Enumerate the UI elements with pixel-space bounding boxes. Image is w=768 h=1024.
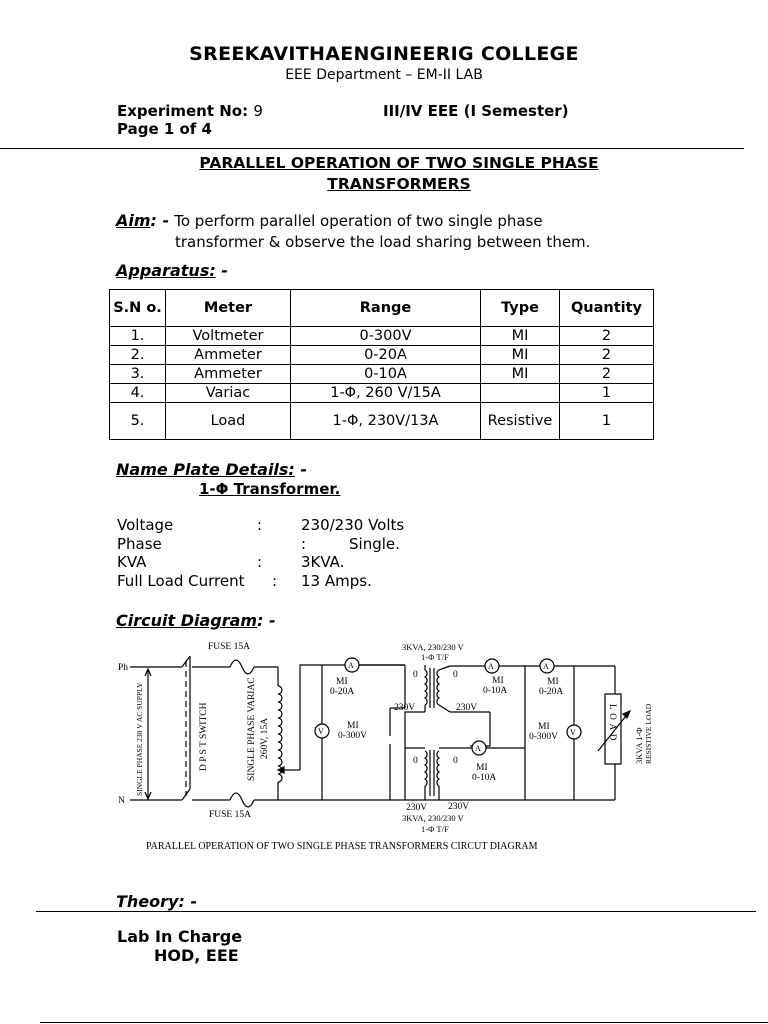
nameplate-item-label: Full Load Current (117, 571, 245, 590)
tf2-secondary-zero: 0 (453, 756, 458, 766)
aim-label: Aim: - (116, 211, 170, 230)
header-meter: Meter (166, 290, 291, 327)
ammeter-4-symbol: A (543, 662, 549, 671)
fuse-bottom (230, 793, 254, 807)
ammeter-2-range: 0-10A (483, 686, 508, 696)
table-row (110, 327, 654, 346)
voltmeter-2-type: MI (538, 722, 550, 732)
cell-sno: 2. (110, 346, 166, 365)
header-sno: S.N o. (110, 290, 166, 327)
ammeter-2-type: MI (492, 676, 504, 686)
hod-signature: HOD, EEE (154, 946, 239, 965)
cell-range: 1-Φ, 230V/13A (291, 403, 481, 440)
voltmeter-1-range: 0-300V (338, 731, 368, 741)
nameplate-item-colon: : (272, 571, 278, 590)
cell-quantity: 2 (560, 327, 654, 346)
phase-label: Ph (118, 663, 129, 673)
voltmeter-2-symbol: V (570, 728, 576, 737)
nameplate-item-colon: : (257, 516, 263, 534)
voltmeter-1-symbol: V (318, 727, 324, 736)
nameplate-item-label: Phase (117, 534, 162, 553)
cell-meter: Voltmeter (166, 327, 291, 346)
ammeter-4-range: 0-20A (539, 687, 564, 697)
ammeter-3-type: MI (476, 763, 488, 773)
transformer-2-secondary (437, 751, 439, 786)
tf2-secondary-voltage: 230V (448, 802, 470, 812)
cell-quantity: 1 (560, 384, 654, 403)
nameplate-item-label: KVA (117, 553, 147, 571)
table-header-row (110, 290, 654, 327)
aim-text-line-1: To perform parallel operation of two single phase (174, 212, 543, 230)
semester: III/IV EEE (I Semester) (383, 102, 569, 120)
cell-sno: 5. (110, 403, 166, 440)
nameplate-list (117, 516, 517, 596)
apparatus-label: Apparatus: - (116, 261, 228, 280)
transformer-1-primary (425, 670, 427, 705)
circuit-diagram (110, 636, 660, 856)
table-row (110, 365, 654, 384)
tf-bottom-rating: 3KVA, 230/230 V (402, 813, 464, 823)
load-label: L O A D (608, 704, 618, 742)
voltmeter-1-type: MI (347, 721, 359, 731)
tf-top-type: 1-Φ T/F (421, 652, 449, 662)
nameplate-item-colon: : (301, 534, 307, 553)
tf1-secondary-voltage: 230V (456, 703, 478, 713)
experiment-value: 9 (253, 102, 263, 120)
cell-sno: 4. (110, 384, 166, 403)
cell-range: 0-20A (291, 346, 481, 365)
variac-coil (278, 686, 282, 782)
nameplate-item-label: Voltage (117, 516, 174, 534)
variac-rating: 260V, 15A (260, 718, 270, 759)
header-quantity: Quantity (560, 290, 654, 327)
ammeter-1-type: MI (336, 677, 348, 687)
experiment-number (117, 102, 263, 120)
load-rating: 3KVA 1-Φ (634, 727, 644, 764)
page-number: Page 1 of 4 (117, 120, 212, 138)
title-line-2: TRANSFORMERS (327, 175, 471, 193)
cell-type: MI (481, 365, 560, 384)
tf1-secondary-zero: 0 (453, 670, 458, 680)
cell-type: MI (481, 346, 560, 365)
header-type: Type (481, 290, 560, 327)
nameplate-item-value: 3KVA. (301, 553, 345, 571)
dpst-label: D P S T SWITCH (199, 702, 209, 771)
nameplate-item-value: 13 Amps. (301, 571, 372, 590)
cell-meter: Variac (166, 384, 291, 403)
tf2-primary-voltage: 230V (406, 803, 428, 813)
title-line-1: PARALLEL OPERATION OF TWO SINGLE PHASE (199, 154, 599, 172)
tf2-primary-zero: 0 (413, 756, 418, 766)
apparatus-table (109, 289, 654, 440)
cell-quantity: 2 (560, 346, 654, 365)
page-title (0, 153, 768, 195)
ammeter-3-range: 0-10A (472, 773, 497, 783)
fuse-top-label: FUSE 15A (208, 642, 250, 652)
cell-quantity: 2 (560, 365, 654, 384)
lab-in-charge: Lab In Charge (117, 927, 243, 946)
cell-range: 0-300V (291, 327, 481, 346)
header-divider (0, 148, 744, 149)
nameplate-item-value: 230/230 Volts (301, 516, 405, 534)
fuse-top (230, 660, 254, 674)
transformer-1-secondary (437, 670, 439, 705)
theory-divider (36, 911, 756, 912)
neutral-label: N (118, 796, 125, 806)
table-row (110, 403, 654, 440)
nameplate-item-colon: : (257, 553, 263, 571)
cell-quantity: 1 (560, 403, 654, 440)
variac-label: SINGLE PHASE VARIAC (247, 677, 257, 781)
ammeter-2-symbol: A (488, 662, 494, 671)
aim-section (116, 211, 543, 231)
transformer-2-primary (425, 751, 427, 786)
footer-divider (40, 1022, 768, 1023)
tf1-primary-voltage: 230V (394, 703, 416, 713)
circuit-label: Circuit Diagram: - (116, 611, 276, 630)
cell-sno: 1. (110, 327, 166, 346)
nameplate-item-value: Single. (349, 534, 400, 553)
theory-label: Theory: - (116, 892, 198, 911)
cell-range: 0-10A (291, 365, 481, 384)
ammeter-4-type: MI (547, 677, 559, 687)
cell-type: Resistive (481, 403, 560, 440)
cell-sno: 3. (110, 365, 166, 384)
cell-type: MI (481, 327, 560, 346)
college-name: SREEKAVITHAENGINEERIG COLLEGE (189, 43, 579, 65)
cell-type (481, 384, 560, 403)
cell-meter: Ammeter (166, 365, 291, 384)
aim-text-line-2: transformer & observe the load sharing between them. (175, 233, 591, 251)
load-type: RESISTIVE LOAD (644, 703, 653, 764)
header-range: Range (291, 290, 481, 327)
tf1-primary-zero: 0 (413, 670, 418, 680)
cell-range: 1-Φ, 260 V/15A (291, 384, 481, 403)
nameplate-subtitle: 1-Φ Transformer. (199, 480, 341, 498)
department: EEE Department – EM-II LAB (285, 67, 483, 83)
ammeter-3-symbol: A (475, 744, 481, 753)
cell-meter: Load (166, 403, 291, 440)
supply-label: SINGLE PHASE 230 V AC SUPPLY (135, 682, 144, 796)
ammeter-1-range: 0-20A (330, 687, 355, 697)
voltmeter-2-range: 0-300V (529, 732, 559, 742)
experiment-label: Experiment No: (117, 102, 249, 120)
table-row (110, 384, 654, 403)
cell-meter: Ammeter (166, 346, 291, 365)
nameplate-label: Name Plate Details: - (116, 460, 308, 479)
tf-top-rating: 3KVA, 230/230 V (402, 642, 464, 652)
table-row (110, 346, 654, 365)
ammeter-1-symbol: A (348, 661, 354, 670)
circuit-caption: PARALLEL OPERATION OF TWO SINGLE PHASE TRANSFORMERS CIRCUT DIAGRAM (146, 841, 538, 852)
fuse-bottom-label: FUSE 15A (209, 810, 251, 820)
tf-bottom-type: 1-Φ T/F (421, 824, 449, 834)
